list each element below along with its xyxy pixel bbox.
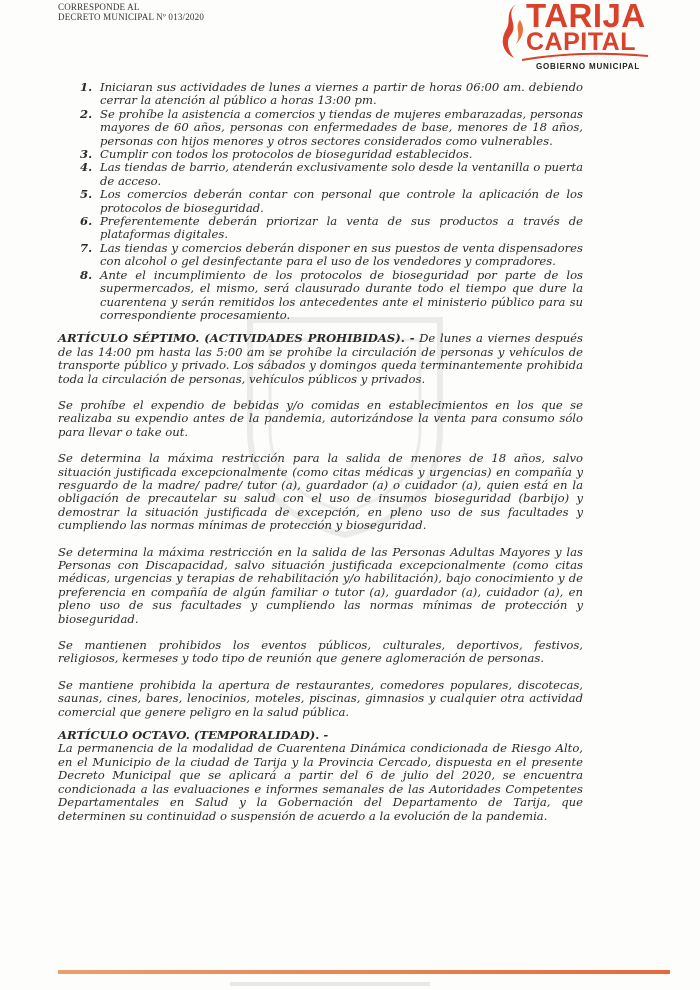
paragraph: Se prohíbe el expendio de bebidas y/o comidas en establecimientos en los que se realizaba su expendio antes de la pandemia, autorizándose la venta para consumo sólo para llevar o take out. — [58, 397, 583, 439]
list-item: 2. Se prohíbe la asistencia a comercios y tiendas de mujeres embarazadas, personas mayores de 60 años, personas con enfermedades de base, menores de 18 años, personas con hijos menores y otros sectores considerados como vulnerables. — [80, 106, 583, 148]
paragraph: Se determina la máxima restricción en la salida de las Personas Adultas Mayores y las Personas con Discapacidad, salvo situación justificada excepcionalmente (como citas médicas, urgencias y terapias de rehabilitación y/o habilitación), bajo conocimiento y de preferencia en compañía de algún familiar o tutor (a), guardador (a), cuidador (a), en pleno uso de sus facultades y cumpliendo las normas mínimas de protección y bioseguridad. — [58, 544, 583, 626]
tarija-capital-logo — [490, 0, 660, 78]
paragraph: Se mantiene prohibida la apertura de restaurantes, comedores populares, discotecas, saunas, cines, bares, lenocinios, moteles, piscinas, gimnasios y cualquier otra actividad comercial que genere peligro en la salud pública. — [58, 677, 583, 719]
list-item: 4. Las tiendas de barrio, atenderán exclusivamente solo desde la ventanilla o puerta de acceso. — [80, 160, 583, 188]
paragraph: Se determina la máxima restricción para la salida de menores de 18 años, salvo situación justificada excepcionalmente (como citas médicas y urgencias) en compañía y resguardo de la madre/ padre/ tutor (a), guardador (a) o cuidador (a), quien está en la obligación de precautelar su salud con el uso de insumos bioseguridad (barbijo) y demostrar la situación justificada de excepción, en pleno uso de sus facultades y cumpliendo las normas mínimas de protección y bioseguridad. — [58, 451, 583, 533]
footer-divider — [58, 970, 670, 974]
swoosh-icon — [520, 52, 650, 62]
list-item: 5. Los comercios deberán contar con personal que controle la aplicación de los protocolos de bioseguridad. — [80, 187, 583, 215]
list-item: 1. Iniciaran sus actividades de lunes a viernes a partir de horas 06:00 am. debiendo cerrar la atención al público a horas 13:00 pm. — [80, 80, 583, 108]
footer-text-faint — [230, 982, 430, 986]
paragraph: Se mantienen prohibidos los eventos públicos, culturales, deportivos, festivos, religiosos, kermeses y todo tipo de reunión que genere aglomeración de personas. — [58, 638, 583, 666]
requirements-list — [58, 81, 583, 322]
reference-line-1: CORRESPONDE AL — [58, 2, 140, 12]
brand-subtitle: GOBIERNO MUNICIPAL — [536, 62, 641, 71]
article-seven-title: ARTÍCULO SÉPTIMO. (ACTIVIDADES PROHIBIDAS). - — [58, 331, 415, 346]
brand-name-line-2: CAPITAL — [526, 28, 636, 56]
article-eight-title: ARTÍCULO OCTAVO. (TEMPORALIDAD). - — [58, 728, 329, 743]
document-reference — [58, 2, 204, 22]
brand-name-line-1: TARIJA — [526, 0, 646, 34]
list-item: 7. Las tiendas y comercios deberán disponer en sus puestos de venta dispensadores con alcohol o gel desinfectante para el uso de los vendedores y compradores. — [80, 240, 583, 269]
article-seven-intro: ARTÍCULO SÉPTIMO. (ACTIVIDADES PROHIBIDAS). - De lunes a viernes después de las 14:00 pm hasta las 5:00 am se prohíbe la circulación de personas y vehículos de transporte público y privado. Los sábados y domingos queda terminantemente prohibida toda la circulación de personas, vehículos públicos y privados. — [58, 331, 583, 386]
list-item: 8. Ante el incumplimiento de los protocolos de bioseguridad por parte de los supermercados, el mismo, será clausurado durante todo el tiempo que dure la cuarentena y serán remitidos los antecedentes ante el ministerio público para su correspondiente procesamiento. — [80, 267, 583, 322]
list-item: 3. Cumplir con todos los protocolos de bioseguridad establecidos. — [80, 147, 473, 162]
list-item: 6. Preferentemente deberán priorizar la venta de sus productos a través de plataformas digitales. — [80, 214, 583, 242]
paragraph: La permanencia de la modalidad de Cuarentena Dinámica condicionada de Riesgo Alto, en el Municipio de la ciudad de Tarija y la Provincia Cercado, dispuesta en el presente Decreto Municipal que se aplicará a partir del 6 de julio del 2020, se encuentra condicionada a las evaluaciones e informes semanales de las Autoridades Competentes Departamentales en Salud y la Gobernación del Departamento de Tarija, que determinen su continuidad o suspensión de acuerdo a la evolución de la pandemia. — [58, 741, 583, 823]
document-body — [58, 81, 583, 823]
reference-line-2: DECRETO MUNICIPAL Nº 013/2020 — [58, 12, 205, 22]
